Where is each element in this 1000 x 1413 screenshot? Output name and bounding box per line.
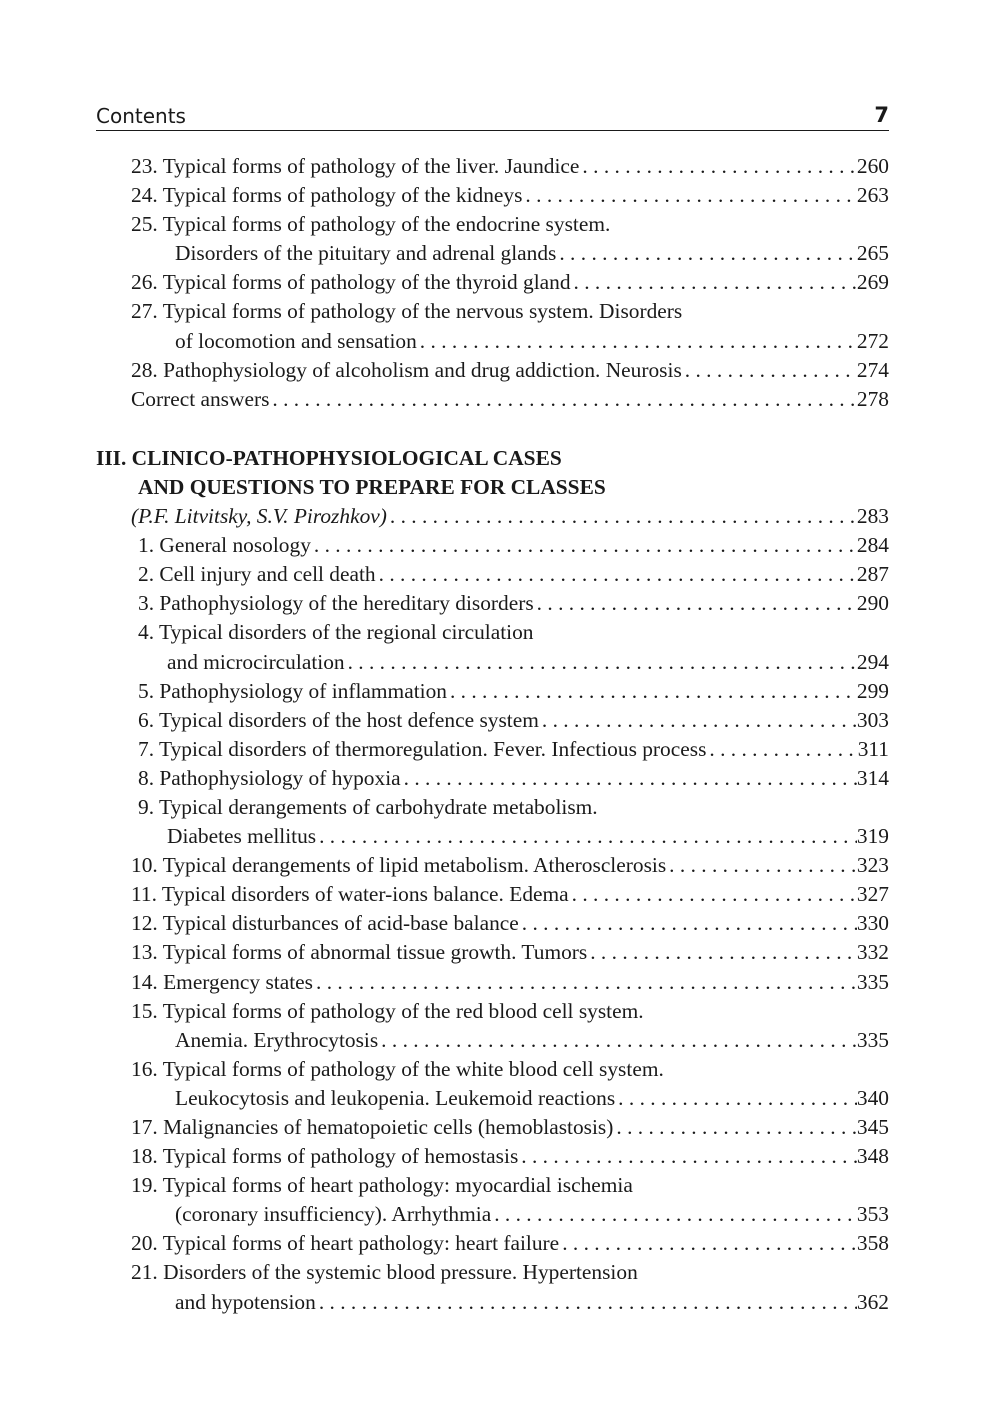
toc-entry-page: 290	[856, 591, 889, 616]
toc-entry-title: Pathophysiology of the hereditary disorders	[159, 591, 534, 616]
toc-entry[interactable]	[96, 181, 889, 210]
toc-entry-title: Typical forms of heart pathology: myocardial ischemia	[162, 1173, 633, 1198]
toc-entry[interactable]	[96, 152, 889, 181]
toc-entry-page: 260	[856, 154, 889, 178]
toc-entry-title: Typical derangements of lipid metabolism. Atherosclerosis	[162, 853, 667, 878]
section-title-line-1: III. CLINICO-PATHOPHYSIOLOGICAL CASES	[96, 445, 562, 470]
toc-entry-title: Typical forms of pathology of hemostasis	[162, 1144, 519, 1169]
toc-entry-text	[131, 1113, 613, 1142]
toc-entry-number: 16.	[131, 1056, 158, 1081]
toc-entry[interactable]	[96, 1229, 889, 1258]
toc-entry-line	[96, 239, 889, 268]
dot-leader	[518, 1142, 857, 1171]
toc-entry-page: 314	[856, 765, 889, 790]
toc-entry-line	[96, 589, 889, 618]
toc-entry-page: 278	[856, 386, 889, 411]
toc-entry-number: 21.	[131, 1260, 158, 1285]
dot-leader	[615, 1084, 857, 1113]
dot-leader	[519, 909, 857, 938]
toc-entry-title: of locomotion and sensation	[175, 328, 417, 353]
toc-entry-title: Pathophysiology of hypoxia	[159, 765, 401, 790]
toc-entry-title: Typical forms of pathology of the nervous system. Disorders	[162, 299, 683, 324]
toc-entry-number: 12.	[131, 911, 158, 936]
toc-entry[interactable]	[96, 210, 889, 268]
toc-entry-line	[96, 1142, 889, 1171]
dot-leader	[401, 764, 857, 793]
toc-entry-page: 345	[856, 1115, 889, 1139]
toc-entry-line	[96, 618, 889, 647]
toc-entry[interactable]	[96, 677, 889, 706]
toc-entry-page: 319	[856, 824, 889, 849]
dot-leader	[571, 268, 857, 297]
toc-entry-page: 362	[856, 1289, 889, 1314]
toc-entry-title: Cell injury and cell death	[159, 562, 376, 587]
toc-entry-number: 5.	[138, 678, 155, 703]
toc-entry-line	[96, 385, 889, 414]
toc-entry-text	[131, 385, 269, 414]
dot-leader	[666, 851, 857, 880]
toc-entry-line	[96, 297, 889, 326]
toc-entry-text	[131, 356, 682, 385]
toc-entry[interactable]	[96, 385, 889, 414]
toc-entry-number: 18.	[131, 1144, 158, 1169]
dot-leader	[311, 531, 857, 560]
toc-entry-page: 330	[856, 911, 889, 936]
toc-entry-line	[96, 1026, 889, 1055]
section-authors-line	[96, 502, 889, 531]
toc-entry-number: 3.	[138, 591, 155, 616]
toc-entry-title: Typical disorders of the host defence system	[159, 707, 539, 732]
toc-entry-line	[96, 880, 889, 909]
toc-entry[interactable]	[96, 618, 889, 676]
toc-entry-number: 11.	[131, 882, 157, 907]
toc-entry-page: 335	[856, 969, 889, 994]
toc-entry-title: Typical forms of abnormal tissue growth. Tumors	[162, 940, 588, 965]
toc-entry[interactable]	[96, 793, 889, 851]
toc-entry-title: Anemia. Erythrocytosis	[175, 1027, 379, 1052]
toc-entry-line	[96, 1171, 889, 1200]
toc-entry-line	[96, 706, 889, 735]
toc-entry-page: 323	[856, 853, 889, 878]
dot-leader	[556, 239, 857, 268]
dot-leader	[316, 1288, 857, 1317]
toc-entry-page: 274	[856, 357, 889, 382]
toc-entry-line	[96, 181, 889, 210]
toc-entry[interactable]	[96, 1113, 889, 1142]
toc-entry[interactable]	[96, 880, 889, 909]
toc-entry-title: General nosology	[159, 533, 311, 558]
toc-entry-line	[96, 764, 889, 793]
toc-entry-text	[138, 531, 311, 560]
dot-leader	[491, 1200, 857, 1229]
dot-leader	[378, 1026, 857, 1055]
toc-entry-page: 353	[856, 1202, 889, 1227]
toc-entry-text	[175, 1200, 491, 1229]
toc-entry-title: Typical forms of heart pathology: heart failure	[162, 1231, 560, 1256]
toc-entry-text	[131, 851, 666, 880]
toc-entry-line	[96, 327, 889, 356]
toc-entry[interactable]	[96, 531, 889, 560]
toc-entry-text	[138, 560, 376, 589]
toc-entry-text	[131, 938, 587, 967]
dot-leader	[269, 385, 857, 414]
toc-entry-page: 265	[856, 241, 889, 266]
toc-entry[interactable]	[96, 764, 889, 793]
toc-entry-page: 303	[856, 707, 889, 732]
toc-entry-text	[138, 764, 401, 793]
toc-entry-title: Typical disorders of thermoregulation. Fever. Infectious process	[159, 736, 707, 761]
toc-entry-number: 9.	[138, 794, 155, 819]
toc-entry-title: Disorders of the systemic blood pressure. Hypertension	[163, 1260, 638, 1285]
toc-entry[interactable]	[96, 851, 889, 880]
toc-entry[interactable]	[96, 589, 889, 618]
toc-entry-number: 24.	[131, 183, 158, 208]
toc-entry-line	[96, 531, 889, 560]
running-head	[96, 104, 889, 131]
toc-entry-line	[96, 677, 889, 706]
toc-entry-number: 20.	[131, 1231, 158, 1256]
dot-leader	[345, 648, 857, 677]
toc-entry-title: Malignancies of hematopoietic cells (hemoblastosis)	[163, 1115, 614, 1139]
dot-leader	[587, 938, 857, 967]
section-spacer	[96, 414, 889, 444]
toc-entry[interactable]	[96, 1055, 889, 1113]
dot-leader	[316, 822, 857, 851]
toc-entry-number: 14.	[131, 969, 158, 994]
toc-entry-title: Typical forms of pathology of the thyroid gland	[162, 270, 571, 295]
toc-entry-page: 311	[857, 736, 889, 761]
toc-entry-title: Typical forms of pathology of the liver. Jaundice	[162, 154, 580, 178]
dot-leader	[682, 356, 857, 385]
section-authors: (P.F. Litvitsky, S.V. Pirozhkov)	[131, 504, 387, 529]
toc-entry-text	[138, 706, 539, 735]
toc-entry-page: 294	[856, 649, 889, 674]
toc-entry-title: and microcirculation	[167, 649, 345, 674]
toc-entry-title: and hypotension	[175, 1289, 316, 1314]
toc-entry[interactable]	[96, 268, 889, 297]
toc-entry-number: 25.	[131, 212, 158, 237]
toc-entry-title: Typical forms of pathology of the endocrine system.	[162, 212, 611, 237]
toc-entry-text	[131, 968, 313, 997]
toc-entry-line	[96, 210, 889, 239]
toc-entry-line	[96, 152, 889, 181]
toc-entry-title: Pathophysiology of inflammation	[159, 678, 447, 703]
toc-entry-page: 335	[856, 1027, 889, 1052]
toc-entry-line	[96, 1055, 889, 1084]
toc-entry-title: Pathophysiology of alcoholism and drug addiction. Neurosis	[163, 357, 682, 382]
dot-leader	[417, 327, 857, 356]
toc-entry-page: 332	[856, 940, 889, 965]
toc-entry-title: (coronary insufficiency). Arrhythmia	[175, 1202, 492, 1227]
toc-entry-number: 26.	[131, 270, 158, 295]
toc-entry-number: 19.	[131, 1173, 158, 1198]
toc-entry-text	[175, 1084, 615, 1113]
toc-entry-text	[138, 735, 706, 764]
toc-entry-number: 8.	[138, 765, 155, 790]
toc-entry-number: 28.	[131, 357, 158, 382]
toc-entry-page: 263	[856, 183, 889, 208]
toc-entry[interactable]	[96, 706, 889, 735]
dot-leader	[534, 589, 857, 618]
toc-entry-line	[96, 648, 889, 677]
toc-entry-page: 358	[856, 1231, 889, 1256]
toc-entry-title: Typical forms of pathology of the white blood cell system.	[162, 1056, 664, 1081]
dot-leader	[313, 968, 857, 997]
toc-entry-title: Typical derangements of carbohydrate metabolism.	[159, 794, 598, 819]
section-title-line-2: AND QUESTIONS TO PREPARE FOR CLASSES	[138, 474, 606, 499]
toc-entry-line	[96, 1113, 889, 1142]
toc-entry[interactable]	[96, 356, 889, 385]
dot-leader	[559, 1229, 857, 1258]
toc-entry-line	[96, 909, 889, 938]
toc-entry[interactable]	[96, 968, 889, 997]
toc-entry-text	[131, 181, 522, 210]
toc-entry[interactable]	[96, 560, 889, 589]
toc-entry-title: Typical disturbances of acid-base balance	[162, 911, 519, 936]
toc-entry-number: 2.	[138, 562, 155, 587]
toc-entry-text	[131, 1142, 518, 1171]
toc-entry-title: Typical disorders of the regional circulation	[159, 620, 534, 645]
toc-entry-title: Leukocytosis and leukopenia. Leukemoid reactions	[175, 1085, 616, 1110]
dot-leader	[579, 152, 856, 181]
toc-entry-number: 1.	[138, 533, 155, 558]
toc-entry-text	[131, 880, 569, 909]
dot-leader	[706, 735, 857, 764]
section-authors-page: 283	[856, 504, 889, 529]
toc-entry[interactable]	[96, 1258, 889, 1316]
toc-entry-title: Typical forms of pathology of the kidneys	[162, 183, 523, 208]
dot-leader	[447, 677, 857, 706]
toc-entry-line	[96, 1200, 889, 1229]
toc-entry-text	[175, 1288, 316, 1317]
table-of-contents	[96, 152, 889, 1317]
toc-entry-text	[175, 239, 556, 268]
dot-leader	[522, 181, 856, 210]
toc-entry-text	[131, 909, 519, 938]
toc-entry-line	[96, 735, 889, 764]
toc-entry-text	[138, 589, 534, 618]
toc-entry[interactable]	[96, 297, 889, 355]
toc-entry-number: 15.	[131, 998, 158, 1023]
toc-entry-number: 27.	[131, 299, 158, 324]
toc-entry-number: 7.	[138, 736, 155, 761]
toc-entry-line	[96, 356, 889, 385]
toc-entry-line	[96, 793, 889, 822]
toc-entry-line	[96, 938, 889, 967]
toc-entry[interactable]	[96, 909, 889, 938]
toc-entry-page: 284	[856, 533, 889, 558]
toc-entry-line	[96, 1288, 889, 1317]
toc-entry-text	[167, 648, 345, 677]
toc-entry-line	[96, 822, 889, 851]
dot-leader	[569, 880, 857, 909]
toc-entry-line	[96, 851, 889, 880]
toc-entry-number: 4.	[138, 620, 155, 645]
toc-entry[interactable]	[96, 997, 889, 1055]
toc-entry-page: 299	[856, 678, 889, 703]
toc-list-top	[96, 152, 889, 414]
running-head-title: Contents	[96, 104, 186, 128]
toc-entry-page: 269	[856, 270, 889, 295]
toc-entry-title: Typical disorders of water-ions balance. Edema	[161, 882, 569, 907]
toc-entry-number: 17.	[131, 1115, 158, 1139]
page-number: 7	[874, 103, 889, 127]
toc-entry-line	[96, 968, 889, 997]
dot-leader	[613, 1113, 857, 1142]
toc-entry-line	[96, 1258, 889, 1287]
toc-entry-title: Emergency states	[163, 969, 313, 994]
dot-leader	[539, 706, 857, 735]
dot-leader	[387, 502, 857, 531]
toc-entry-title: Typical forms of pathology of the red blood cell system.	[162, 998, 644, 1023]
toc-entry-text	[131, 268, 571, 297]
toc-entry-line	[96, 560, 889, 589]
toc-entry-page: 348	[856, 1144, 889, 1169]
toc-entry-line	[96, 997, 889, 1026]
toc-entry-text	[175, 327, 417, 356]
toc-list-section	[96, 531, 889, 1317]
toc-entry-text	[131, 1229, 559, 1258]
toc-entry-page: 327	[856, 882, 889, 907]
toc-entry[interactable]	[96, 1142, 889, 1171]
toc-entry-text	[167, 822, 316, 851]
toc-entry-number: 6.	[138, 707, 155, 732]
toc-entry-line	[96, 268, 889, 297]
toc-entry-text	[138, 677, 447, 706]
toc-entry-text	[175, 1026, 378, 1055]
toc-entry-number: 13.	[131, 940, 158, 965]
toc-entry-number: 23.	[131, 154, 158, 178]
toc-entry-title: Correct answers	[131, 386, 270, 411]
toc-entry-title: Disorders of the pituitary and adrenal glands	[175, 241, 557, 266]
toc-entry-line	[96, 1084, 889, 1113]
toc-entry-number: 10.	[131, 853, 158, 878]
toc-entry-page: 272	[856, 328, 889, 353]
toc-entry-title: Diabetes mellitus	[167, 824, 317, 849]
toc-entry-line	[96, 1229, 889, 1258]
toc-entry-page: 340	[856, 1085, 889, 1110]
toc-entry[interactable]	[96, 938, 889, 967]
toc-entry[interactable]	[96, 1171, 889, 1229]
toc-entry-page: 287	[856, 562, 889, 587]
toc-entry[interactable]	[96, 735, 889, 764]
dot-leader	[376, 560, 857, 589]
toc-entry-text	[131, 152, 579, 181]
